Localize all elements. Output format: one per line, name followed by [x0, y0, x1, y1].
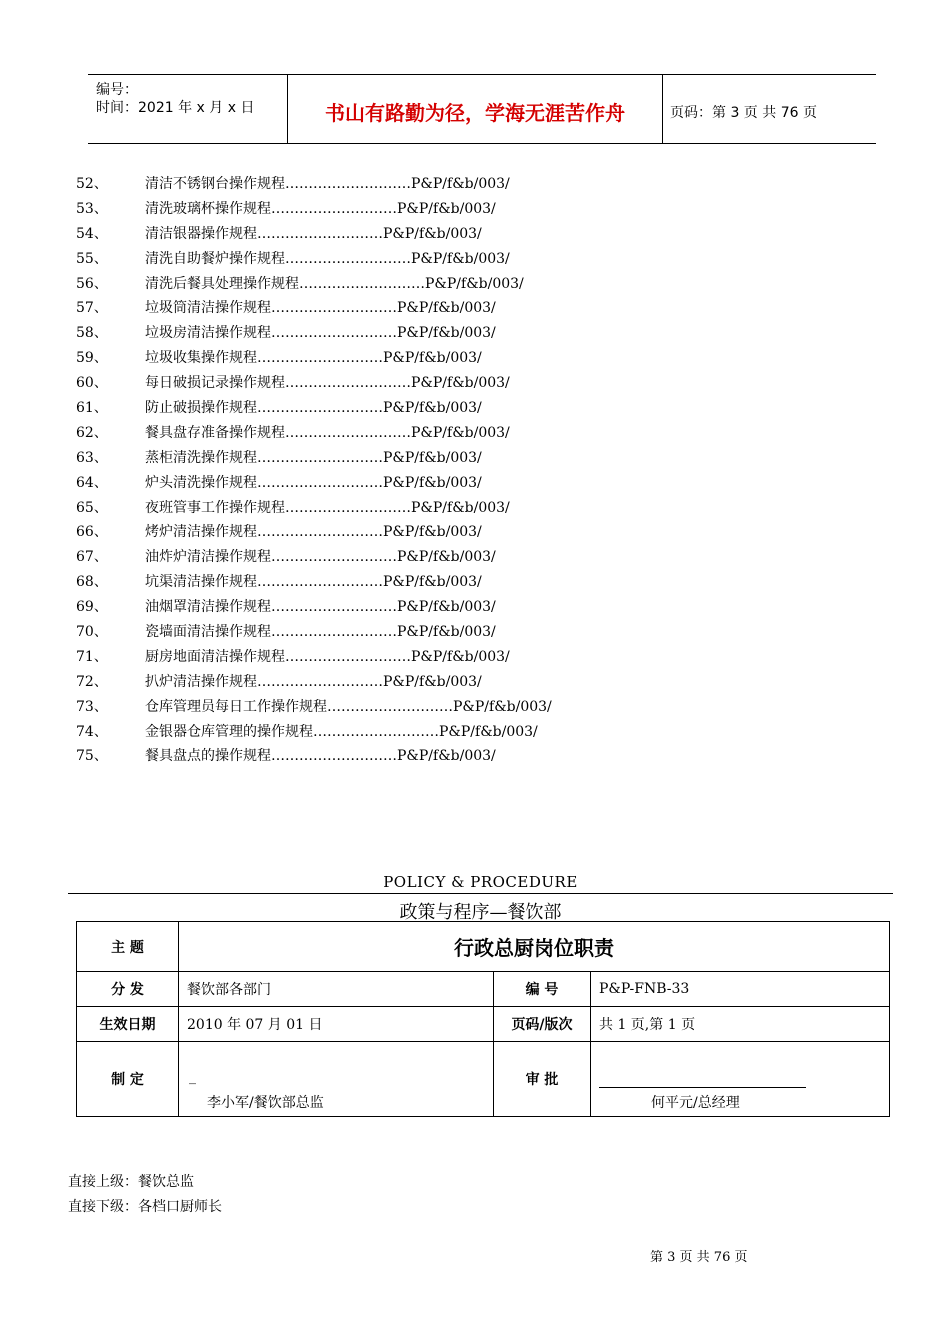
toc-item-number: 61、: [76, 400, 108, 417]
toc-item-text: 烤炉清洁操作规程………………………P&P/f&b/003/: [145, 524, 482, 541]
toc-item-number: 57、: [76, 300, 108, 317]
toc-item-text: 蒸柜清洗操作规程………………………P&P/f&b/003/: [145, 449, 482, 466]
toc-item-text: 餐具盘点的操作规程………………………P&P/f&b/003/: [145, 748, 496, 765]
toc-item-number: 62、: [76, 424, 108, 441]
toc-item-number: 73、: [76, 698, 108, 715]
toc-item-text: 炉头清洗操作规程………………………P&P/f&b/003/: [145, 474, 482, 491]
code-value: P&P-FNB-33: [591, 972, 890, 1007]
toc-item-text: 每日破损记录操作规程………………………P&P/f&b/003/: [145, 375, 510, 392]
toc-item-number: 72、: [76, 673, 108, 690]
toc-item-number: 68、: [76, 574, 108, 591]
toc-item-number: 63、: [76, 449, 108, 466]
toc-item-number: 60、: [76, 375, 108, 392]
toc-item-number: 53、: [76, 200, 108, 217]
page-version-value: 共 1 页,第 1 页: [591, 1007, 890, 1042]
policy-heading: POLICY & PROCEDURE: [68, 873, 893, 894]
toc-item-number: 69、: [76, 599, 108, 616]
toc-item-text: 油烟罩清洁操作规程………………………P&P/f&b/003/: [145, 599, 496, 616]
made-by-mark: _: [189, 1068, 196, 1085]
toc-item-text: 垃圾筒清洁操作规程………………………P&P/f&b/003/: [145, 300, 496, 317]
toc-item-text: 坑渠清洁操作规程………………………P&P/f&b/003/: [145, 574, 482, 591]
approve-name: 何平元/总经理: [651, 1094, 740, 1111]
toc-item-text: 清洁银器操作规程………………………P&P/f&b/003/: [145, 225, 482, 242]
toc-item-text: 夜班管事工作操作规程………………………P&P/f&b/003/: [145, 499, 510, 516]
toc-item-text: 垃圾房清洁操作规程………………………P&P/f&b/003/: [145, 325, 496, 342]
policy-subheading: 政策与程序—餐饮部: [399, 902, 562, 923]
made-by-label: 制 定: [77, 1042, 179, 1117]
approve-label: 审 批: [494, 1042, 591, 1117]
direct-superior: 直接上级：餐饮总监: [68, 1174, 194, 1190]
header-time-label: 时间：2021 年 x 月 x 日: [96, 100, 255, 116]
toc-item-number: 74、: [76, 723, 108, 740]
subject-value: 行政总厨岗位职责: [179, 922, 890, 972]
toc-item-text: 厨房地面清洁操作规程………………………P&P/f&b/003/: [145, 648, 510, 665]
toc-item-text: 清洗玻璃杯操作规程………………………P&P/f&b/003/: [145, 200, 496, 217]
header-meta: [88, 75, 287, 143]
toc-item-text: 金银器仓库管理的操作规程………………………P&P/f&b/003/: [145, 723, 538, 740]
toc-item-text: 防止破损操作规程………………………P&P/f&b/003/: [145, 400, 482, 417]
toc-item-number: 64、: [76, 474, 108, 491]
toc-item-text: 餐具盘存准备操作规程………………………P&P/f&b/003/: [145, 424, 510, 441]
toc-item-number: 71、: [76, 648, 108, 665]
signature-line: [599, 1087, 806, 1088]
toc-item-number: 67、: [76, 549, 108, 566]
header-motto-cell: [287, 75, 663, 143]
header-page-cell: [662, 75, 876, 143]
made-by-cell: [179, 1042, 494, 1117]
info-table: [76, 921, 890, 1117]
toc-item-number: 66、: [76, 524, 108, 541]
page-header: [88, 74, 876, 144]
toc-item-number: 52、: [76, 176, 108, 192]
approve-cell: [591, 1042, 890, 1117]
toc-item-text: 清洁不锈钢台操作规程………………………P&P/f&b/003/: [145, 176, 510, 192]
header-number-label: 编号：: [96, 82, 138, 98]
toc-item-text: 瓷墙面清洁操作规程………………………P&P/f&b/003/: [145, 624, 496, 641]
distribute-value: 餐饮部各部门: [179, 972, 494, 1007]
toc-item-number: 70、: [76, 624, 108, 641]
header-page-info: 页码：第 3 页 共 76 页: [670, 105, 817, 121]
effective-date-value: 2010 年 07 月 01 日: [179, 1007, 494, 1042]
toc-item-text: 垃圾收集操作规程………………………P&P/f&b/003/: [145, 350, 482, 367]
effective-date-label: 生效日期: [77, 1007, 179, 1042]
distribute-label: 分 发: [77, 972, 179, 1007]
header-motto: 书山有路勤为径，学海无涯苦作舟: [325, 101, 625, 125]
toc-item-number: 59、: [76, 350, 108, 367]
toc-item-number: 75、: [76, 748, 108, 765]
toc-item-text: 油炸炉清洁操作规程………………………P&P/f&b/003/: [145, 549, 496, 566]
toc-item-text: 仓库管理员每日工作操作规程………………………P&P/f&b/003/: [145, 698, 552, 715]
toc-item-number: 54、: [76, 225, 108, 242]
code-label: 编 号: [494, 972, 591, 1007]
toc-item-number: 55、: [76, 250, 108, 267]
toc-item-text: 清洗自助餐炉操作规程………………………P&P/f&b/003/: [145, 250, 510, 267]
page-version-label: 页码/版次: [494, 1007, 591, 1042]
toc-item-number: 65、: [76, 499, 108, 516]
subject-label: 主 题: [77, 922, 179, 972]
toc-item-text: 清洗后餐具处理操作规程………………………P&P/f&b/003/: [145, 275, 524, 292]
made-by-name: 李小军/餐饮部总监: [207, 1094, 324, 1111]
toc-item-text: 扒炉清洁操作规程………………………P&P/f&b/003/: [145, 673, 482, 690]
toc-item-number: 58、: [76, 325, 108, 342]
direct-subordinate: 直接下级：各档口厨师长: [68, 1199, 222, 1215]
toc-item-number: 56、: [76, 275, 108, 292]
page-footer: 第 3 页 共 76 页: [650, 1250, 748, 1265]
